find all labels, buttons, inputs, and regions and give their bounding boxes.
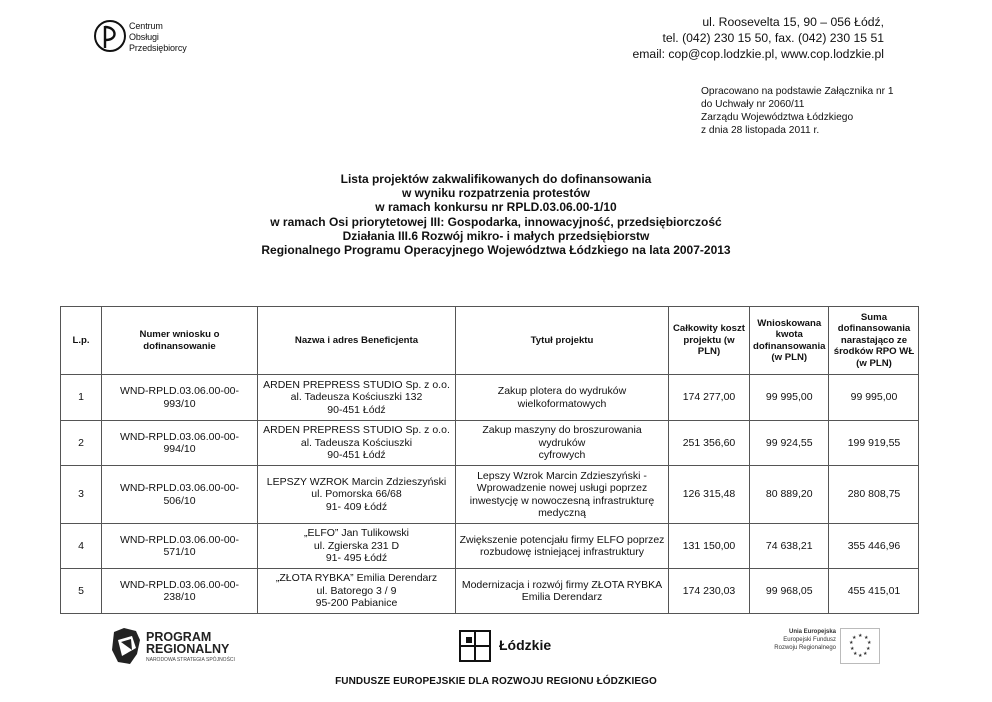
basis-line-4: z dnia 28 listopada 2011 r. — [701, 125, 820, 136]
cell-tytul: Zakup maszyny do broszurowania wydruków cyfrowych — [456, 421, 669, 466]
cell-nazwa: LEPSZY WZROK Marcin Zdzieszyński ul. Pomorska 66/68 91- 409 Łódź — [258, 466, 456, 524]
cell-kwota: 74 638,21 — [750, 524, 829, 569]
cell-numer: WND-RPLD.03.06.00-00- 506/10 — [102, 466, 258, 524]
cell-numer: WND-RPLD.03.06.00-00- 994/10 — [102, 421, 258, 466]
lodzkie-emblem-icon — [457, 628, 493, 664]
table-row — [61, 421, 919, 466]
cell-kwota: 80 889,20 — [750, 466, 829, 524]
title-line-2: w wyniku rozpatrzenia protestów — [401, 186, 591, 201]
cell-kwota: 99 995,00 — [750, 375, 829, 421]
lodzkie-logo — [457, 628, 552, 669]
poland-map-icon — [110, 626, 142, 666]
svg-text:★: ★ — [850, 646, 855, 652]
eu-line-3: Rozwoju Regionalnego — [774, 645, 836, 651]
table-row — [61, 466, 919, 524]
title-line-1: Lista projektów zakwalifikowanych do dofinansowania — [340, 172, 652, 186]
svg-text:★: ★ — [858, 633, 863, 639]
cell-suma: 99 995,00 — [829, 375, 919, 421]
footer — [0, 616, 992, 702]
cell-lp: 4 — [61, 524, 102, 569]
program-subtitle: NARODOWA STRATEGIA SPÓJNOŚCI — [146, 657, 235, 663]
table-row — [61, 375, 919, 421]
cell-koszt: 251 356,60 — [669, 421, 750, 466]
projects-table — [60, 306, 919, 614]
title-line-3: w ramach konkursu nr RPLD.03.06.00-1/10 — [375, 200, 617, 215]
basis-line-2: do Uchwały nr 2060/11 — [701, 99, 805, 110]
cell-koszt: 174 277,00 — [669, 375, 750, 421]
footer-slogan: FUNDUSZE EUROPEJSKIE DLA ROZWOJU REGIONU ŁÓDZKIEGO — [335, 676, 657, 687]
address-line-2: tel. (042) 230 15 50, fax. (042) 230 15 51 — [662, 31, 884, 45]
cell-suma: 280 808,75 — [829, 466, 919, 524]
basis-line-1: Opracowano na podstawie Załącznika nr 1 — [701, 86, 894, 97]
basis-line-3: Zarządu Województwa Łódzkiego — [701, 112, 854, 123]
header-koszt: Całkowity koszt projektu (w PLN) — [669, 307, 750, 375]
cell-suma: 455 415,01 — [829, 569, 919, 614]
cell-lp: 2 — [61, 421, 102, 466]
title-line-5: Działania III.6 Rozwój mikro- i małych przedsiębiorstw — [342, 228, 650, 243]
svg-text:★: ★ — [863, 651, 868, 657]
header-kwota: Wnioskowana kwota dofinansowania (w PLN) — [750, 307, 829, 375]
cell-nazwa: „ELFO” Jan Tulikowski ul. Zgierska 231 D 91- 495 Łódź — [258, 524, 456, 569]
cell-lp: 1 — [61, 375, 102, 421]
title-line-4: w ramach Osi priorytetowej III: Gospodarka, innowacyjność, przedsiębiorczość — [270, 214, 722, 229]
eu-flag-icon — [840, 628, 880, 664]
cell-koszt: 174 230,03 — [669, 569, 750, 614]
table-row — [61, 569, 919, 614]
cell-suma: 199 919,55 — [829, 421, 919, 466]
header-numer: Numer wniosku o dofinansowanie — [102, 307, 258, 375]
address-block — [633, 14, 885, 62]
cell-numer: WND-RPLD.03.06.00-00- 238/10 — [102, 569, 258, 614]
cop-logo-line-1: Centrum — [129, 21, 163, 31]
cell-koszt: 131 150,00 — [669, 524, 750, 569]
basis-note — [701, 85, 894, 137]
cop-logo-line-2: Obsługi — [129, 32, 159, 42]
lodzkie-label: Łódzkie — [499, 637, 552, 653]
cop-logo — [93, 18, 213, 58]
header-tytul: Tytuł projektu — [456, 307, 669, 375]
svg-text:★: ★ — [853, 651, 858, 657]
cop-logo-icon — [93, 18, 127, 54]
cell-nazwa: ARDEN PREPRESS STUDIO Sp. z o.o. al. Tadeusza Kościuszki 90-451 Łódź — [258, 421, 456, 466]
table-row — [61, 524, 919, 569]
cell-lp: 3 — [61, 466, 102, 524]
cell-nazwa: ARDEN PREPRESS STUDIO Sp. z o.o. al. Tadeusza Kościuszki 132 90-451 Łódź — [258, 375, 456, 421]
cell-tytul: Lepszy Wzrok Marcin Zdzieszyński - Wprowadzenie nowej usługi poprzez inwestycję w nowoczesną infrastrukturę medyczną — [456, 466, 669, 524]
cell-tytul: Modernizacja i rozwój firmy ZŁOTA RYBKA Emilia Derendarz — [456, 569, 669, 614]
eu-line-2: Europejski Fundusz — [783, 637, 836, 643]
svg-text:★: ★ — [864, 635, 869, 641]
program-line-1: PROGRAM — [146, 630, 212, 644]
eu-line-1: Unia Europejska — [788, 629, 836, 635]
svg-text:★: ★ — [852, 635, 857, 641]
cell-kwota: 99 924,55 — [750, 421, 829, 466]
address-line-3: email: cop@cop.lodzkie.pl, www.cop.lodzkie.pl — [632, 47, 884, 61]
cell-lp: 5 — [61, 569, 102, 614]
document-title — [0, 172, 992, 257]
cell-nazwa: „ZŁOTA RYBKA” Emilia Derendarz ul. Batorego 3 / 9 95-200 Pabianice — [258, 569, 456, 614]
header-nazwa: Nazwa i adres Beneficjenta — [258, 307, 456, 375]
table-header-row — [61, 307, 919, 375]
svg-text:★: ★ — [858, 653, 863, 659]
svg-text:★: ★ — [866, 646, 871, 652]
cop-logo-line-3: Przedsiębiorcy — [129, 43, 187, 53]
header-suma: Suma dofinansowania narastająco ze środków RPO WŁ (w PLN) — [829, 307, 919, 375]
cell-numer: WND-RPLD.03.06.00-00- 571/10 — [102, 524, 258, 569]
cell-kwota: 99 968,05 — [750, 569, 829, 614]
cell-koszt: 126 315,48 — [669, 466, 750, 524]
cell-tytul: Zakup plotera do wydruków wielkoformatowych — [456, 375, 669, 421]
cell-numer: WND-RPLD.03.06.00-00- 993/10 — [102, 375, 258, 421]
address-line-1: ul. Roosevelta 15, 90 – 056 Łódź, — [702, 15, 884, 29]
program-regionalny-logo — [110, 626, 235, 671]
header-lp: L.p. — [61, 307, 102, 375]
svg-text:★: ★ — [867, 640, 872, 646]
program-line-2: REGIONALNY — [146, 642, 230, 656]
svg-text:★: ★ — [849, 640, 854, 646]
cell-tytul: Zwiększenie potencjału firmy ELFO poprzez rozbudowę istniejącej infrastruktury — [456, 524, 669, 569]
cell-suma: 355 446,96 — [829, 524, 919, 569]
title-line-6: Regionalnego Programu Operacyjnego Województwa Łódzkiego na lata 2007-2013 — [261, 243, 731, 258]
